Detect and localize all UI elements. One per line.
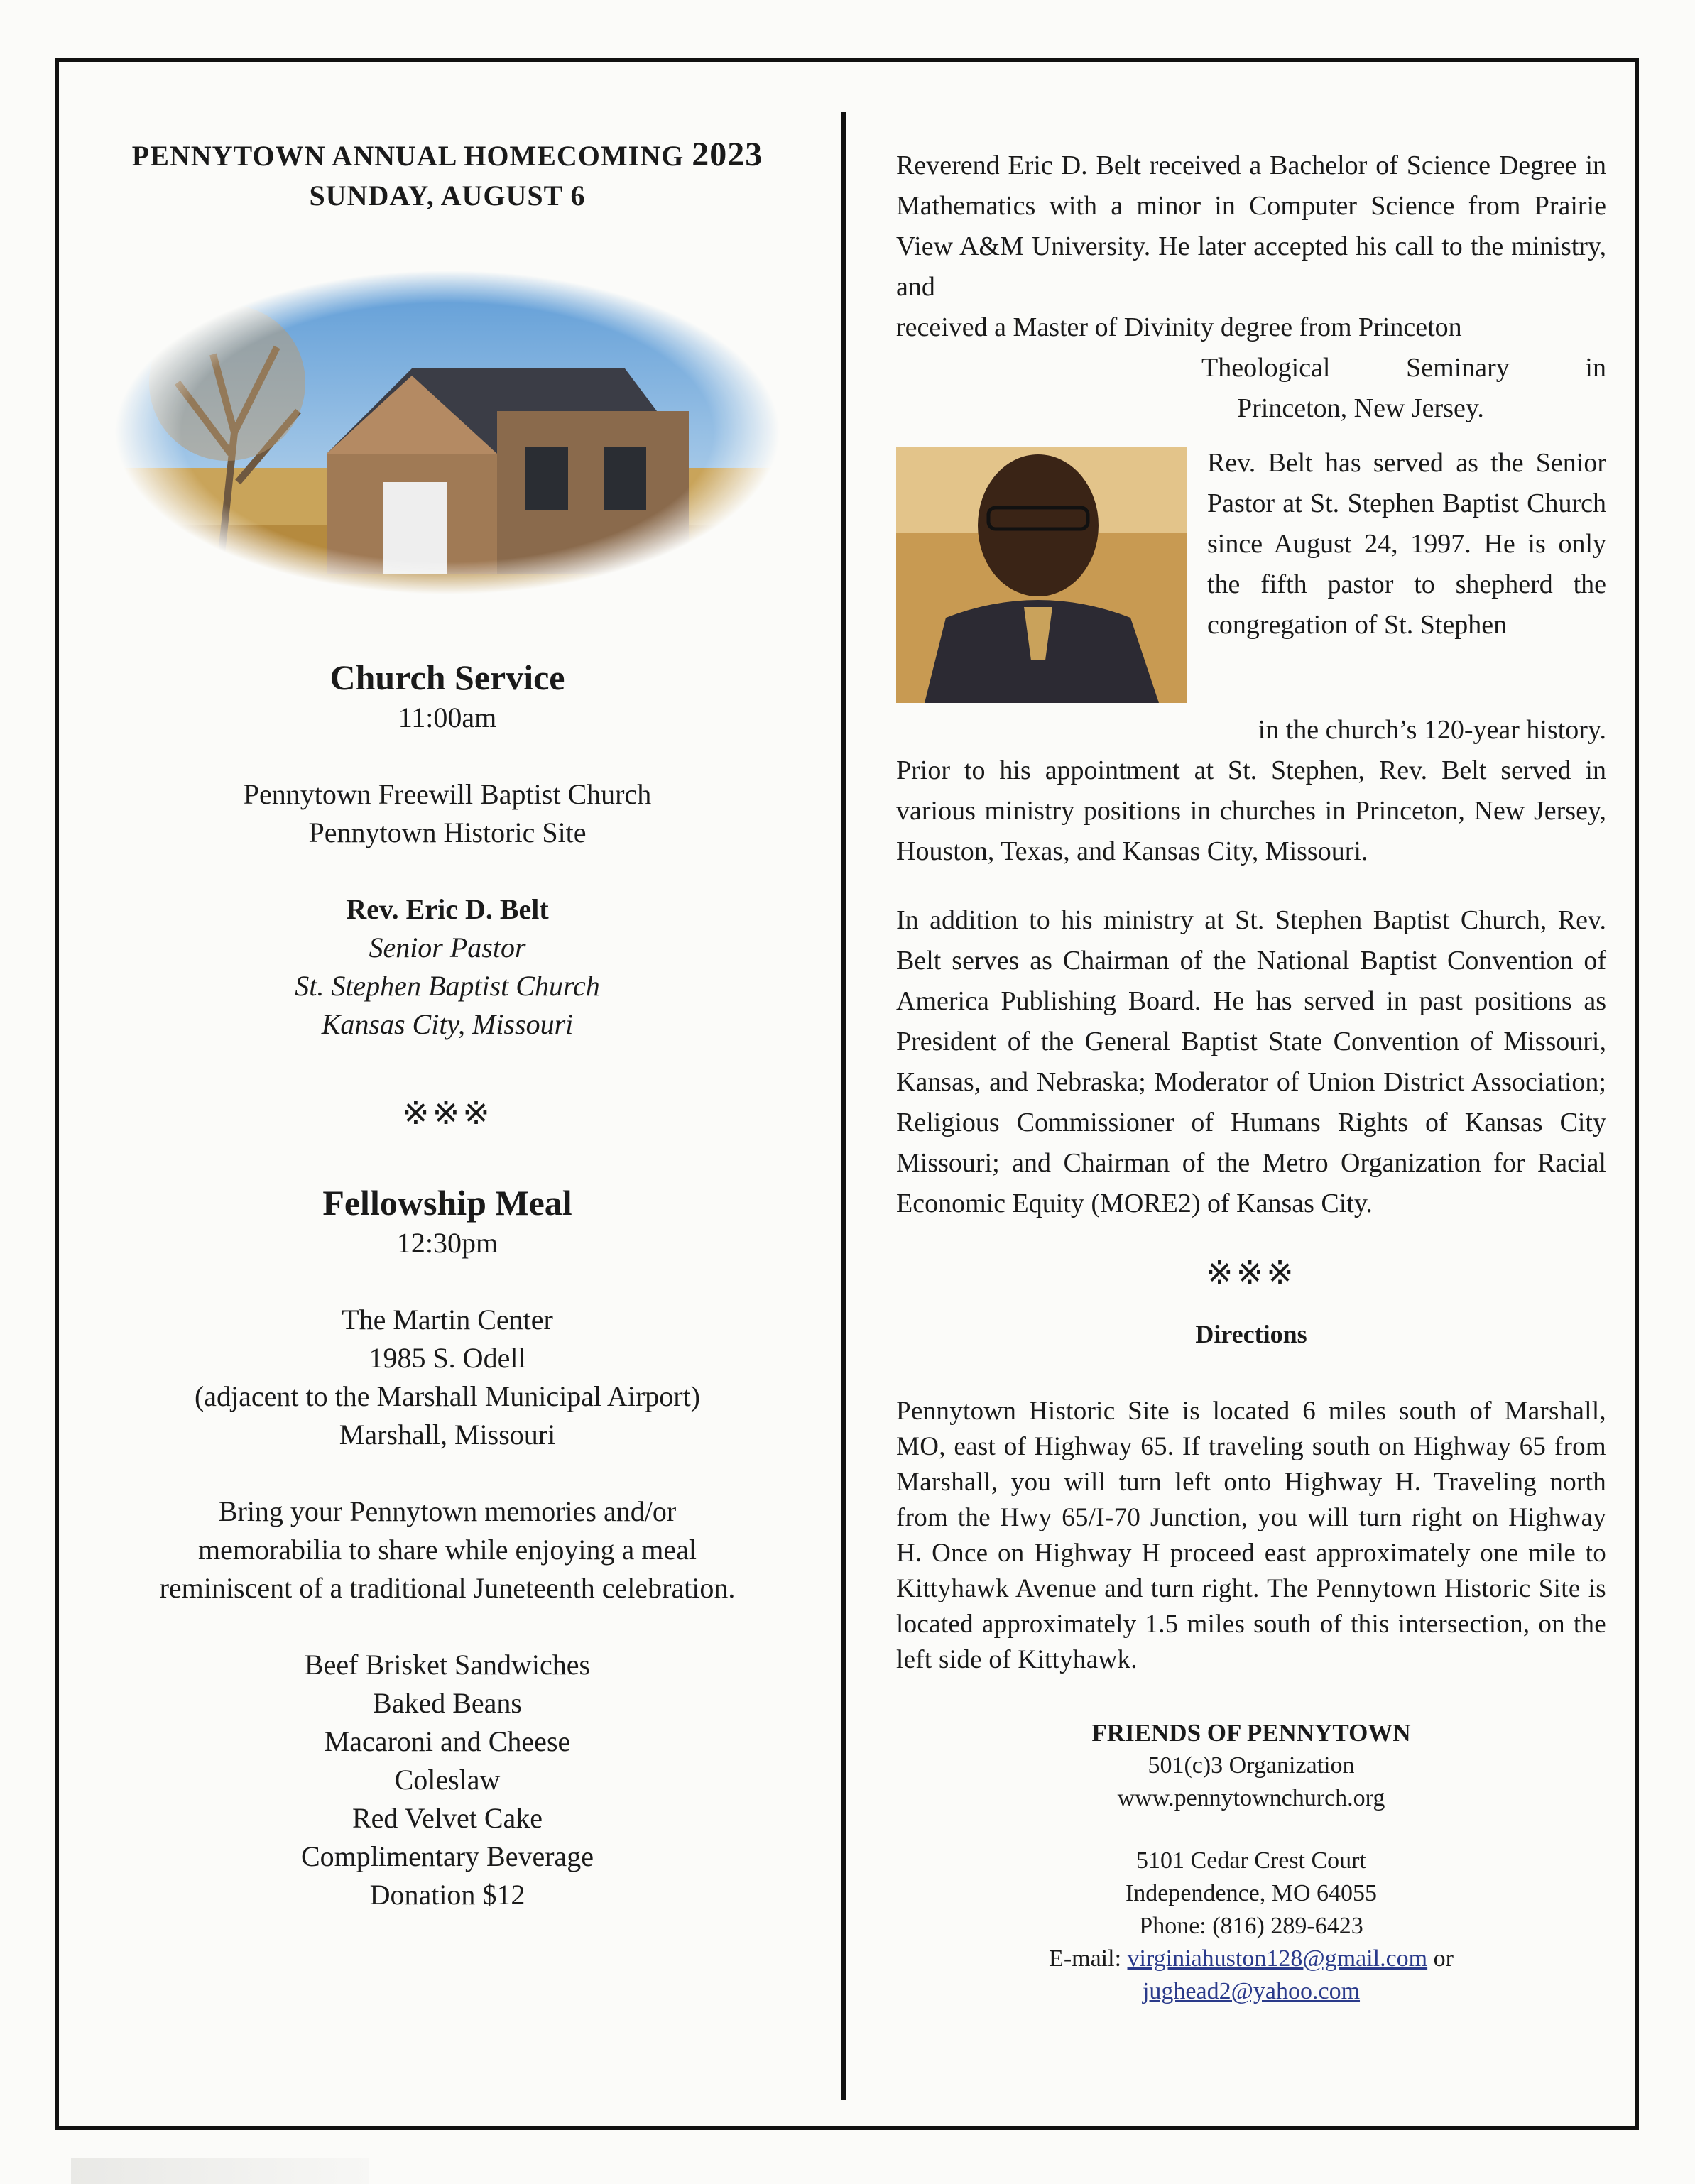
column-divider xyxy=(841,112,846,2100)
place-line: (adjacent to the Marshall Municipal Airport) xyxy=(194,1380,700,1412)
menu-item: Complimentary Beverage xyxy=(300,1840,594,1872)
bio-addition: In addition to his ministry at St. Stephen Baptist Church, Rev. Belt serves as Chairman of the National Baptist Convention of America Publishing Board. He has served in past positions as President of the General Baptist State Convention of Missouri, Kansas, and Nebraska; Moderator of Union District Association; Religious Commissioner of Humans Rights of Kansas City Missouri; and Chairman of the Metro Organization for Racial Economic Equity (MORE2) of Kansas City. xyxy=(896,905,1606,1218)
event-date: SUNDAY, AUGUST 6 xyxy=(309,180,586,212)
speaker-info xyxy=(85,890,810,1044)
menu-list xyxy=(85,1646,810,1914)
org-phone: Phone: (816) 289-6423 xyxy=(1139,1913,1363,1939)
place-line: Marshall, Missouri xyxy=(339,1419,556,1451)
bio-pastor-end: in the church’s 120-year history. xyxy=(1258,715,1606,745)
event-title xyxy=(85,135,810,216)
place-line: 1985 S. Odell xyxy=(369,1342,526,1374)
email-link-2[interactable]: jughead2@yahoo.com xyxy=(1142,1978,1361,2004)
speaker-city: Kansas City, Missouri xyxy=(321,1008,574,1040)
menu-item: Red Velvet Cake xyxy=(351,1802,543,1834)
email-link-1[interactable]: virginiahuston128@gmail.com xyxy=(1127,1945,1428,1972)
org-email-line xyxy=(896,1943,1606,1975)
menu-item: Donation $12 xyxy=(369,1879,525,1911)
email-or: or xyxy=(1433,1945,1454,1972)
invite-line: memorabilia to share while enjoying a meal xyxy=(198,1534,697,1566)
menu-item: Baked Beans xyxy=(373,1687,522,1719)
friends-contact xyxy=(896,1717,1606,2008)
venue-line: Pennytown Historic Site xyxy=(308,817,587,848)
email-label: E-mail: xyxy=(1049,1945,1122,1972)
org-name: FRIENDS OF PENNYTOWN xyxy=(1091,1719,1411,1747)
bio-intro-2: received a Master of Divinity degree from Princeton xyxy=(896,312,1462,342)
menu-item: Beef Brisket Sandwiches xyxy=(304,1649,591,1681)
church-venue xyxy=(85,775,810,852)
org-website: www.pennytownchurch.org xyxy=(1117,1785,1385,1811)
bio-prior: Prior to his appointment at St. Stephen, Rev. Belt served in various ministry positions in churches in Princeton, New Jersey, Houston, Texas, and Kansas City, Missouri. xyxy=(896,755,1606,866)
venue-line: Pennytown Freewill Baptist Church xyxy=(243,778,652,810)
bio-pastor: Rev. Belt has served as the Senior Pastor at St. Stephen Baptist Church since August 24, 1997. He is only the fifth pastor to shepherd the congregation of St. Stephen xyxy=(1207,448,1606,640)
place-line: The Martin Center xyxy=(342,1304,553,1336)
bio-intro-3: Theological Seminary in xyxy=(1201,353,1606,383)
org-status: 501(c)3 Organization xyxy=(1148,1752,1355,1779)
org-address1: 5101 Cedar Crest Court xyxy=(1136,1847,1366,1874)
menu-item: Macaroni and Cheese xyxy=(324,1725,571,1757)
ornament-divider: ※※※ xyxy=(402,1095,493,1131)
fellowship-invite xyxy=(85,1492,810,1607)
directions-text: Pennytown Historic Site is located 6 miles south of Marshall, MO, east of Highway 65. If traveling south on Highway 65 from Marshall, you will turn left onto Highway H. Traveling north from the Hwy 65/I-70 Junction, you will turn right on Highway H. Once on Highway H proceed east approximately one mile to Kittyhawk Avenue and turn right. The Pennytown Historic Site is located approximately 1.5 miles south of this intersection, on the left side of Kittyhawk. xyxy=(896,1397,1606,1674)
bio-pastor-block xyxy=(896,443,1606,710)
bio-intro: Reverend Eric D. Belt received a Bachelor of Science Degree in Mathematics with a minor in Computer Science from Prairie View A&M University. He later accepted his call to the ministry, and xyxy=(896,151,1606,302)
right-column xyxy=(896,146,1606,2008)
org-address2: Independence, MO 64055 xyxy=(1125,1880,1378,1906)
church-service-heading: Church Service xyxy=(329,657,565,697)
menu-item: Coleslaw xyxy=(394,1764,501,1796)
fellowship-place xyxy=(85,1301,810,1454)
ornament-divider: ※※※ xyxy=(1206,1255,1297,1291)
event-year: 2023 xyxy=(692,136,763,173)
church-photo xyxy=(114,269,781,596)
fellowship-heading: Fellowship Meal xyxy=(322,1183,572,1223)
directions-heading: Directions xyxy=(1195,1320,1307,1348)
left-column xyxy=(85,135,810,1914)
invite-line: Bring your Pennytown memories and/or xyxy=(218,1495,677,1527)
bio-intro-4: Princeton, New Jersey. xyxy=(1237,393,1484,423)
pastor-portrait xyxy=(896,447,1187,703)
church-service-time: 11:00am xyxy=(398,701,497,733)
speaker-name: Rev. Eric D. Belt xyxy=(346,893,549,925)
scan-smudge xyxy=(71,2158,369,2184)
event-title-text: PENNYTOWN ANNUAL HOMECOMING xyxy=(131,140,685,172)
speaker-title: Senior Pastor xyxy=(369,932,526,963)
speaker-church: St. Stephen Baptist Church xyxy=(295,970,600,1002)
invite-line: reminiscent of a traditional Juneteenth celebration. xyxy=(159,1572,736,1604)
fellowship-time: 12:30pm xyxy=(396,1227,498,1259)
